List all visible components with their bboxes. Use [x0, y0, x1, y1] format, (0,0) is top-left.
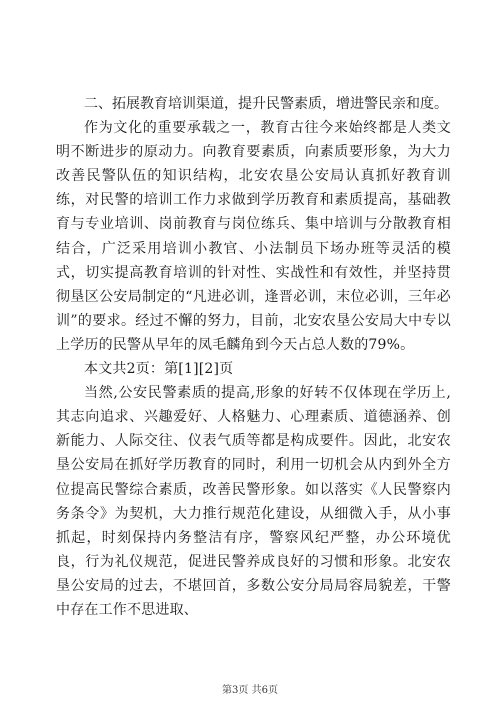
page-footer: 第3页 共6页: [222, 685, 278, 696]
document-body: [56, 92, 451, 622]
section-heading: 二、拓展教育培训渠道，提升民警素质，增进警民亲和度。: [84, 96, 448, 112]
page-navigation: 本文共2页：第[1][2]页: [84, 361, 234, 378]
paragraph-education: 作为文化的重要承载之一，教育古往今来始终都是人类文明不断进步的原动力。向教育要素质，向素质要形象，为大力改善民警队伍的知识结构，北安农垦公安局认真抓好教育训练，对民警的培训工作力求做到学历教育和素质提高，基础教育与专业培训、岗前教育与岗位练兵、集中培训与分散教育相结合，广泛采用培训小教官、小法制员下场办班等灵活的模式，切实提高教育培训的针对性、实战性和有效性，并坚持贯彻垦区公安局制定的“凡进必训，逢晋必训，末位必训，三年必训”的要求。经过不懈的努力，目前，北安农垦公安局大中专以上学历的民警从早年的凤毛麟角到今天占总人数的79%。: [56, 120, 451, 353]
paragraph-quality: 当然,公安民警素质的提高,形象的好转不仅体现在学历上,其志向追求、兴趣爱好、人格魅力、心理素质、道德涵养、创新能力、人际交往、仪表气质等都是构成要件。因此，北安农垦公安局在抓好学历教育的同时，利用一切机会从内到外全方位提高民警综合素质，改善民警形象。如以落实《人民警察内务条令》为契机，大力推行规范化建设，从细微入手，从小事抓起，时刻保持内务整洁有序，警察风纪严整，办公环境优良，行为礼仪规范，促进民警养成良好的习惯和形象。北安农垦公安局的过去，不堪回首，多数公安分局局容局貌差，干警中存在工作不思进取、: [56, 385, 451, 618]
